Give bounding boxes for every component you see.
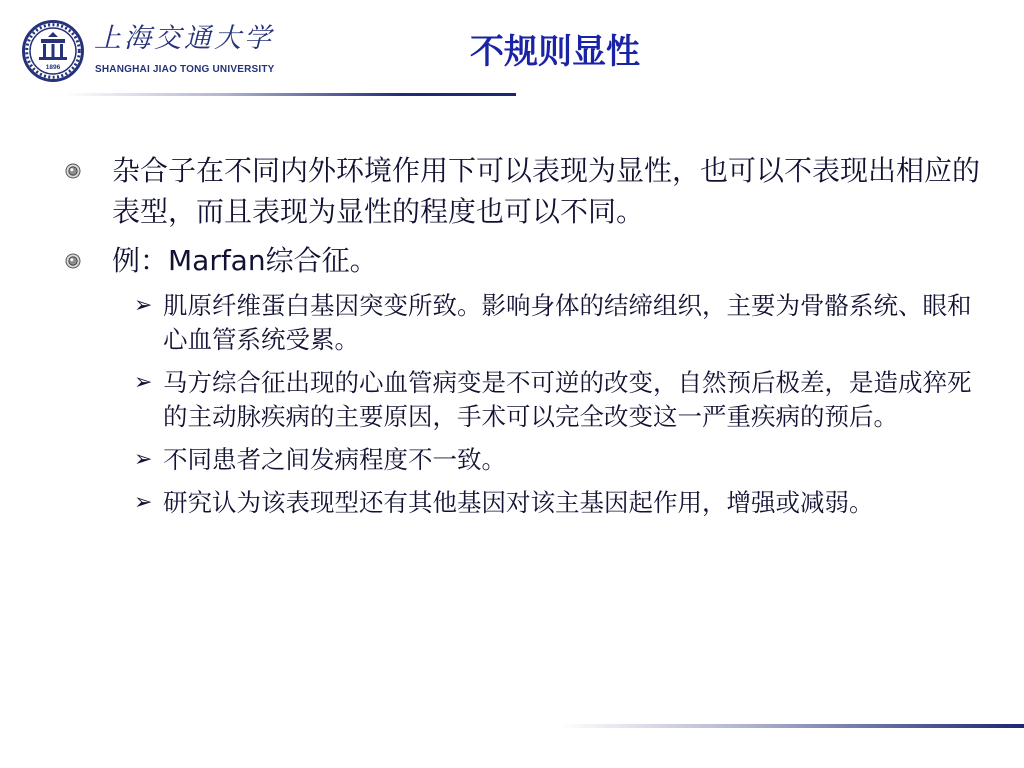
bullet-text: 杂合子在不同内外环境作用下可以表现为显性，也可以不表现出相应的表型，而且表现为显性的程度也可以不同。 [112,154,981,228]
logo-english-name: SHANGHAI JIAO TONG UNIVERSITY [95,64,275,75]
university-seal-icon [22,20,84,82]
header-divider [64,93,516,96]
sub-bullet-text: 马方综合征出现的心血管病变是不可逆的改变，自然预后极差，是造成猝死的主动脉疾病的主要原因，手术可以完全改变这一严重疾病的预后。 [163,368,972,431]
bullet-point [62,240,982,281]
arrow-bullet-icon: ➢ [134,370,153,395]
university-logo [22,20,275,82]
arrow-bullet-icon: ➢ [134,293,153,318]
sub-bullet-text: 肌原纤维蛋白基因突变所致。影响身体的结缔组织，主要为骨骼系统、眼和心血管系统受累。 [163,291,972,354]
sub-bullet-point [62,366,982,434]
sub-bullet-text: 研究认为该表现型还有其他基因对该主基因起作用，增强或减弱。 [163,488,874,517]
seal-year: 1896 [45,64,61,71]
logo-chinese-name: 上海交通大学 [94,23,274,54]
arrow-bullet-icon: ➢ [134,490,153,515]
slide-title: 不规则显性 [470,32,640,72]
bullet-point [62,150,982,232]
sub-bullet-point [62,443,982,477]
sub-bullet-point [62,289,982,357]
arrow-bullet-icon: ➢ [134,447,153,472]
circle-bullet-icon [65,253,81,269]
sub-bullet-point [62,486,982,520]
bullet-text: 例：Marfan综合征。 [112,244,378,277]
sub-bullet-text: 不同患者之间发病程度不一致。 [163,445,506,474]
footer-divider [560,724,1024,728]
circle-bullet-icon [65,163,81,179]
slide-content [62,150,982,529]
